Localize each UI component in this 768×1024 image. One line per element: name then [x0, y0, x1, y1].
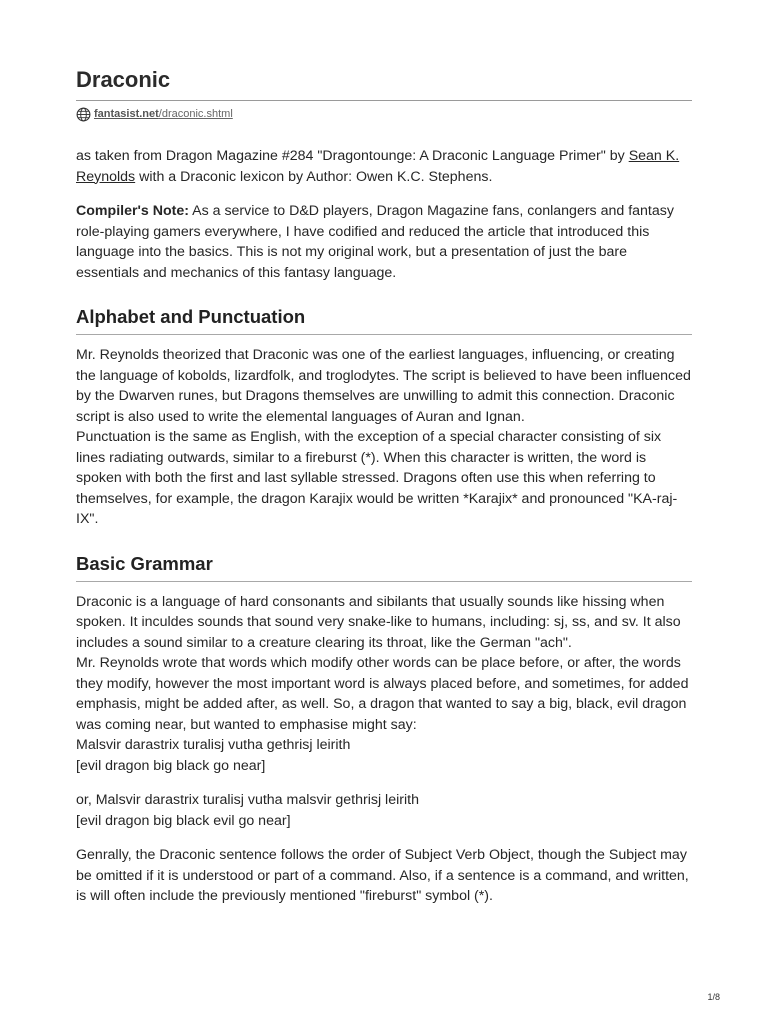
document-page	[76, 66, 692, 907]
note-label: Compiler's Note:	[76, 203, 189, 219]
section-alphabet	[76, 305, 692, 530]
alphabet-paragraph-2: Punctuation is the same as English, with the exception of a special character consisting of six lines radiating outwards, similar to a fireburst (*). When this character is written, the word is spoken with both the first and last syllable stressed. Dragons often use this when referring to themselves, for example, the dragon Karajix would be written *Karajix* and pronounced "KA-raj-IX".	[76, 429, 678, 527]
author-link[interactable]: Sean K. Reynolds	[76, 148, 680, 185]
example-sentence-1: Malsvir darastrix turalisj vutha gethrisj leirith	[76, 737, 351, 753]
section-divider	[76, 581, 692, 582]
section-grammar	[76, 552, 692, 907]
section-heading-grammar: Basic Grammar	[76, 552, 213, 574]
example-gloss-2: [evil dragon big black evil go near]	[76, 812, 291, 829]
source-domain-link[interactable]: fantasist.net	[94, 108, 159, 120]
intro-paragraph	[76, 146, 692, 187]
source-line	[76, 106, 692, 122]
source-path-link[interactable]: /draconic.shtml	[158, 108, 233, 120]
grammar-paragraph-3: Genrally, the Draconic sentence follows the order of Subject Verb Object, though the Subject may be omitted if it is understood or part of a command. Also, if a sentence is a command, and written, is will often include the previously mentioned "fireburst" symbol (*).	[76, 847, 689, 904]
example-gloss-1: [evil dragon big black go near]	[76, 757, 266, 774]
globe-icon	[76, 107, 91, 122]
alphabet-paragraph-1: Mr. Reynolds theorized that Draconic was one of the earliest languages, influencing, or creating the language of kobolds, lizardfolk, and troglodytes. The script is believed to have been influenced by the Dwarven runes, but Dragons themselves are unwilling to admit this connection. Draconic script is also used to write the elemental languages of Auran and Ignan.	[76, 347, 691, 425]
grammar-paragraph-1: Draconic is a language of hard consonants and sibilants that usually sounds like hissing when spoken. It inculdes sounds that sound very snake-like to humans, including: sj, ss, and sv. It also includes a sound similar to a creature clearing its throat, like the German "ach".	[76, 593, 681, 651]
title-divider	[76, 100, 692, 101]
note-text: As a service to D&D players, Dragon Magazine fans, conlangers and fantasy role-playing gamers everywhere, I have codified and reduced the article that introduced this language into the basics. This is not my original work, but a presentation of just the bare essentials and mechanics of this fantasy language.	[76, 203, 674, 281]
section-heading-alphabet: Alphabet and Punctuation	[76, 306, 306, 327]
intro-text-before: as taken from Dragon Magazine #284 "Dragontounge: A Draconic Language Primer" by	[76, 148, 629, 164]
grammar-paragraph-2: Mr. Reynolds wrote that words which modify other words can be place before, or after, the words they modify, however the most important word is always placed before, and sometimes, for added emphasis, might be added after, as well. So, a dragon that wanted to say a big, black, evil dragon was coming near, but wanted to emphasise might say:	[76, 655, 689, 733]
page-number: 1/8	[707, 992, 720, 1002]
section-divider	[76, 334, 692, 335]
example-sentence-2: or, Malsvir darastrix turalisj vutha malsvir gethrisj leirith	[76, 792, 419, 808]
page-title: Draconic	[76, 67, 171, 92]
compilers-note	[76, 201, 692, 283]
intro-text-after: with a Draconic lexicon by Author: Owen K.C. Stephens.	[135, 168, 493, 185]
